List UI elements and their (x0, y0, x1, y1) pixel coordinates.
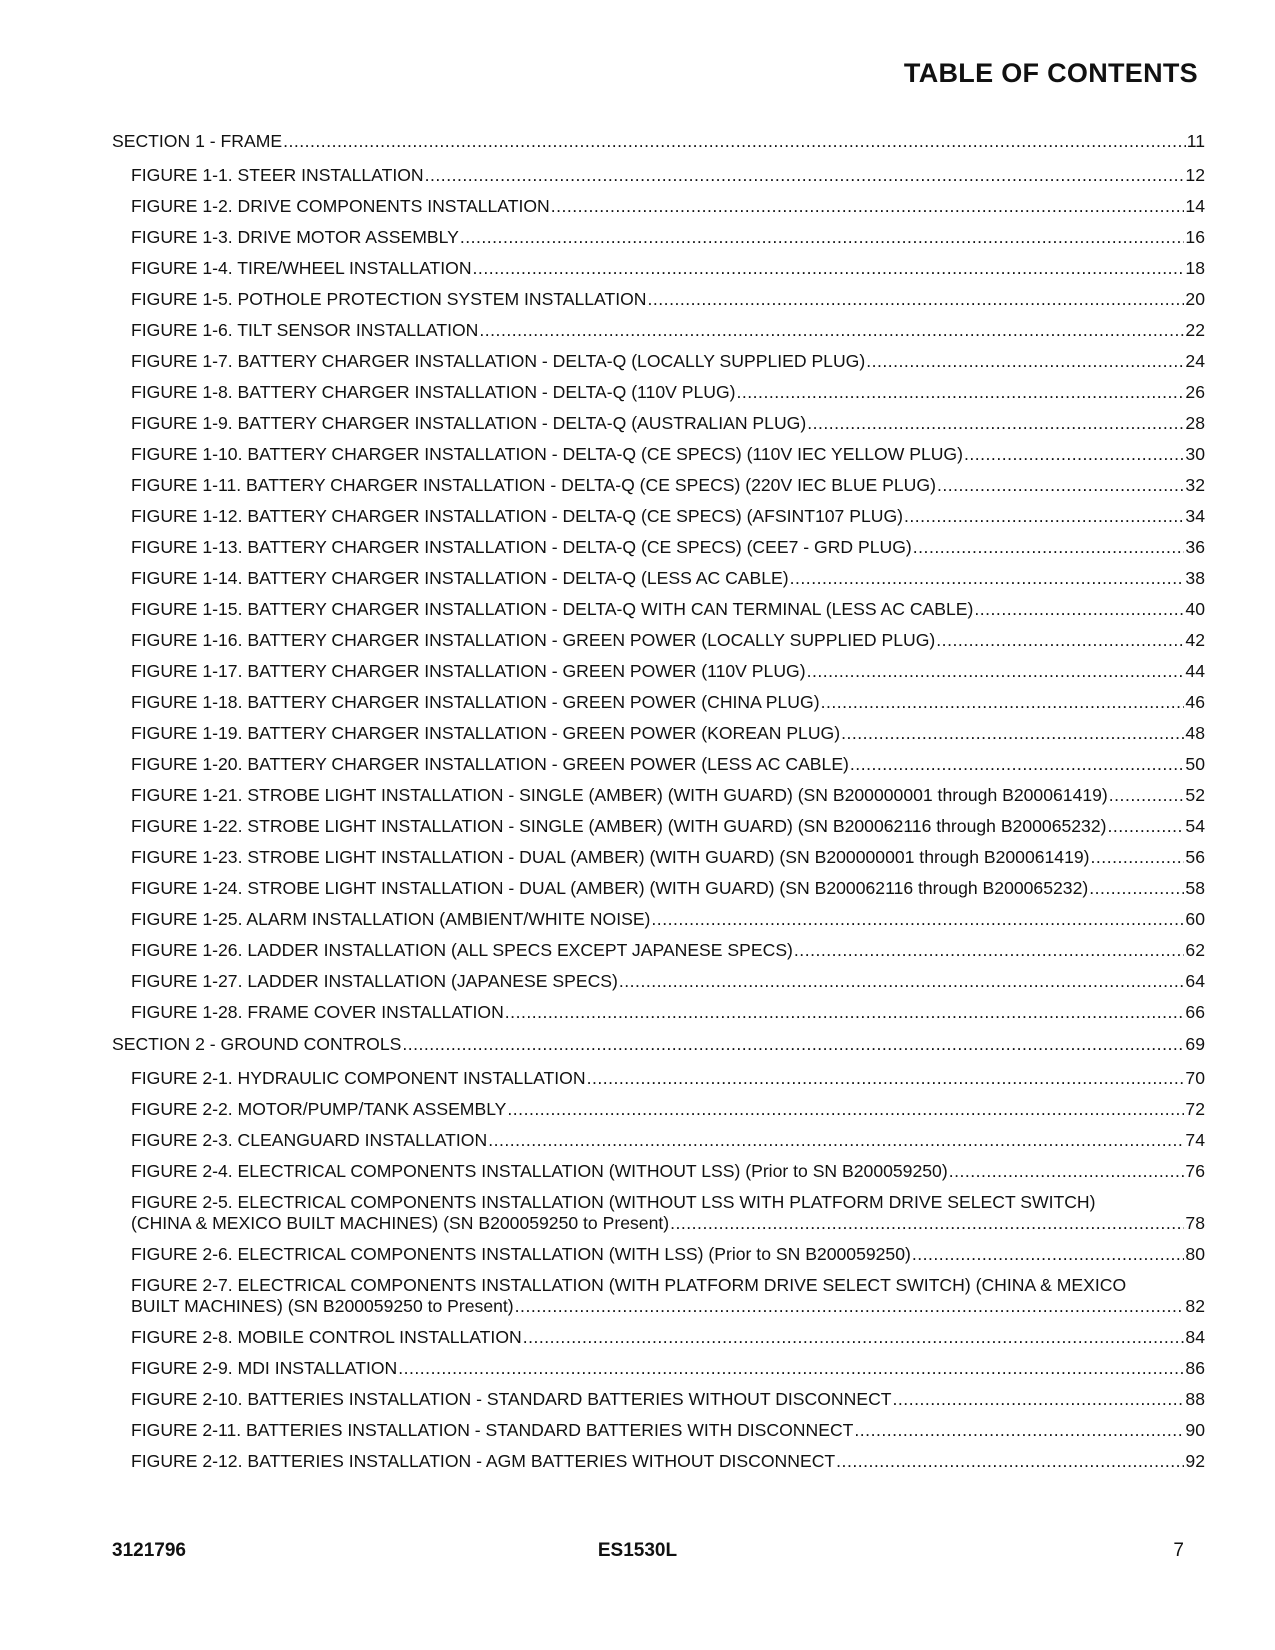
toc-entry-title: FIGURE 1-4. TIRE/WHEEL INSTALLATION (131, 258, 472, 278)
toc-entry-page: 69 (1185, 1034, 1205, 1054)
toc-entry-page: 64 (1185, 971, 1205, 991)
toc-entry-page: 52 (1185, 785, 1205, 805)
toc-entry-title: FIGURE 2-4. ELECTRICAL COMPONENTS INSTALLATION (WITHOUT LSS) (Prior to SN B200059250) (131, 1161, 948, 1181)
toc-entry-page: 24 (1185, 351, 1205, 371)
dot-leader (1089, 878, 1184, 899)
toc-figure-entry[interactable] (112, 165, 1205, 186)
toc-figure-entry[interactable] (112, 1068, 1205, 1089)
dot-leader (866, 351, 1184, 372)
toc-figure-entry[interactable] (112, 537, 1205, 558)
toc-entry-page: 80 (1185, 1244, 1205, 1264)
dot-leader (913, 537, 1185, 558)
dot-leader (737, 382, 1185, 403)
toc-figure-entry[interactable] (112, 1420, 1205, 1441)
dot-leader (505, 1002, 1185, 1023)
toc-figure-entry[interactable] (112, 1389, 1205, 1410)
toc-entry-page: 60 (1185, 909, 1205, 929)
toc-entry-page: 90 (1185, 1420, 1205, 1440)
toc-entry-page: 28 (1185, 413, 1205, 433)
toc-figure-entry[interactable] (112, 599, 1205, 620)
toc-figure-entry[interactable] (112, 754, 1205, 775)
toc-entry-page: 20 (1185, 289, 1205, 309)
dot-leader (937, 475, 1184, 496)
toc-entry-page: 58 (1185, 878, 1205, 898)
toc-entry-title: SECTION 1 - FRAME (112, 131, 283, 151)
toc-figure-entry[interactable] (112, 289, 1205, 310)
dot-leader (551, 196, 1185, 217)
toc-entry-page: 48 (1185, 723, 1205, 743)
toc-section-entry[interactable] (112, 131, 1205, 152)
toc-entry-page: 76 (1185, 1161, 1205, 1181)
dot-leader (648, 289, 1185, 310)
dot-leader (794, 940, 1185, 961)
toc-entry-title: FIGURE 1-2. DRIVE COMPONENTS INSTALLATION (131, 196, 550, 216)
dot-leader (619, 971, 1185, 992)
toc-entry-page: 32 (1185, 475, 1205, 495)
toc-entry-page: 34 (1185, 506, 1205, 526)
toc-figure-entry[interactable] (112, 878, 1205, 899)
toc-figure-entry[interactable] (112, 1358, 1205, 1379)
dot-leader (473, 258, 1185, 279)
toc-figure-entry[interactable] (112, 320, 1205, 341)
toc-entry-page: 72 (1185, 1099, 1205, 1119)
toc-entry-page: 50 (1185, 754, 1205, 774)
toc-entry-title: FIGURE 1-16. BATTERY CHARGER INSTALLATION - GREEN POWER (LOCALLY SUPPLIED PLUG) (131, 630, 936, 650)
dot-leader (507, 1099, 1184, 1120)
toc-figure-entry[interactable] (112, 444, 1205, 465)
toc-entry-title: FIGURE 1-21. STROBE LIGHT INSTALLATION - SINGLE (AMBER) (WITH GUARD) (SN B200000001 through B200061419) (131, 785, 1108, 805)
toc-section-entry[interactable] (112, 1034, 1205, 1055)
footer-doc-number: 3121796 (112, 1540, 186, 1561)
toc-entry-title: FIGURE 1-17. BATTERY CHARGER INSTALLATION - GREEN POWER (110V PLUG) (131, 661, 806, 681)
toc-figure-entry[interactable] (112, 1275, 1205, 1317)
toc-figure-entry[interactable] (112, 1130, 1205, 1151)
toc-entry-title: FIGURE 2-11. BATTERIES INSTALLATION - STANDARD BATTERIES WITH DISCONNECT (131, 1420, 854, 1440)
toc-figure-entry[interactable] (112, 258, 1205, 279)
toc-entry-title: FIGURE 1-25. ALARM INSTALLATION (AMBIENT/WHITE NOISE) (131, 909, 651, 929)
toc-entry-title: FIGURE 1-10. BATTERY CHARGER INSTALLATION - DELTA-Q (CE SPECS) (110V IEC YELLOW PLUG) (131, 444, 963, 464)
toc-figure-entry[interactable] (112, 1192, 1205, 1234)
toc-entry-title-line1: FIGURE 2-5. ELECTRICAL COMPONENTS INSTALLATION (WITHOUT LSS WITH PLATFORM DRIVE SELECT SWITCH) (131, 1192, 1096, 1212)
dot-leader (398, 1358, 1184, 1379)
dot-leader (790, 568, 1185, 589)
toc-figure-entry[interactable] (112, 940, 1205, 961)
dot-leader (651, 909, 1184, 930)
dot-leader (936, 630, 1184, 651)
toc-entry-title: FIGURE 1-26. LADDER INSTALLATION (ALL SPECS EXCEPT JAPANESE SPECS) (131, 940, 793, 960)
toc-figure-entry[interactable] (112, 506, 1205, 527)
dot-leader (904, 506, 1184, 527)
toc-entry-title: FIGURE 1-9. BATTERY CHARGER INSTALLATION - DELTA-Q (AUSTRALIAN PLUG) (131, 413, 807, 433)
toc-figure-entry[interactable] (112, 971, 1205, 992)
toc-figure-entry[interactable] (112, 1002, 1205, 1023)
toc-entry-title: FIGURE 1-15. BATTERY CHARGER INSTALLATION - DELTA-Q WITH CAN TERMINAL (LESS AC CABLE) (131, 599, 974, 619)
toc-entry-title: FIGURE 2-3. CLEANGUARD INSTALLATION (131, 1130, 488, 1150)
toc-entry-page: 78 (1185, 1213, 1205, 1233)
toc-entry-page: 56 (1185, 847, 1205, 867)
toc-entry-page: 38 (1185, 568, 1205, 588)
toc-figure-entry[interactable] (112, 692, 1205, 713)
toc-entry-title: FIGURE 2-9. MDI INSTALLATION (131, 1358, 398, 1378)
toc-entry-title: FIGURE 1-5. POTHOLE PROTECTION SYSTEM INSTALLATION (131, 289, 647, 309)
toc-figure-entry[interactable] (112, 847, 1205, 868)
toc-entry-title: FIGURE 2-2. MOTOR/PUMP/TANK ASSEMBLY (131, 1099, 507, 1119)
toc-figure-entry[interactable] (112, 227, 1205, 248)
toc-entry-page: 18 (1185, 258, 1205, 278)
toc-entry-page: 74 (1185, 1130, 1205, 1150)
toc-entry-title: FIGURE 1-6. TILT SENSOR INSTALLATION (131, 320, 479, 340)
dot-leader (670, 1213, 1184, 1234)
toc-entry-title: (CHINA & MEXICO BUILT MACHINES) (SN B200059250 to Present) (131, 1213, 670, 1233)
toc-entry-title: FIGURE 1-27. LADDER INSTALLATION (JAPANESE SPECS) (131, 971, 618, 991)
dot-leader (821, 692, 1185, 713)
toc-entry-page: 54 (1185, 816, 1205, 836)
toc-entry-title: FIGURE 1-18. BATTERY CHARGER INSTALLATION - GREEN POWER (CHINA PLUG) (131, 692, 820, 712)
dot-leader (807, 661, 1185, 682)
toc-entry-page: 86 (1185, 1358, 1205, 1378)
toc-entry-title: FIGURE 1-22. STROBE LIGHT INSTALLATION - SINGLE (AMBER) (WITH GUARD) (SN B200062116 through B200065232) (131, 816, 1107, 836)
toc-entry-title: FIGURE 1-7. BATTERY CHARGER INSTALLATION - DELTA-Q (LOCALLY SUPPLIED PLUG) (131, 351, 866, 371)
toc-entry-title: FIGURE 2-1. HYDRAULIC COMPONENT INSTALLATION (131, 1068, 586, 1088)
dot-leader (1091, 847, 1185, 868)
toc-entry-page: 88 (1185, 1389, 1205, 1409)
dot-leader (974, 599, 1184, 620)
dot-leader (841, 723, 1184, 744)
toc-entry-title: FIGURE 1-11. BATTERY CHARGER INSTALLATION - DELTA-Q (CE SPECS) (220V IEC BLUE PLUG) (131, 475, 936, 495)
toc-figure-entry[interactable] (112, 196, 1205, 217)
footer-model: ES1530L (597, 1540, 678, 1561)
dot-leader (807, 413, 1184, 434)
dot-leader (964, 444, 1184, 465)
toc-entry-page: 26 (1185, 382, 1205, 402)
toc-entry-page: 42 (1185, 630, 1205, 650)
toc-figure-entry[interactable] (112, 630, 1205, 651)
dot-leader (479, 320, 1184, 341)
toc-figure-entry[interactable] (112, 1327, 1205, 1348)
dot-leader (1109, 785, 1185, 806)
toc-entry-title: FIGURE 1-19. BATTERY CHARGER INSTALLATION - GREEN POWER (KOREAN PLUG) (131, 723, 841, 743)
dot-leader (1107, 816, 1184, 837)
toc-figure-entry[interactable] (112, 661, 1205, 682)
dot-leader (587, 1068, 1185, 1089)
toc-figure-entry[interactable] (112, 723, 1205, 744)
toc-entry-title: FIGURE 1-12. BATTERY CHARGER INSTALLATION - DELTA-Q (CE SPECS) (AFSINT107 PLUG) (131, 506, 903, 526)
toc-entry-page: 36 (1185, 537, 1205, 557)
toc-figure-entry[interactable] (112, 1161, 1205, 1182)
toc-entry-page: 40 (1185, 599, 1205, 619)
dot-leader (425, 165, 1185, 186)
dot-leader (488, 1130, 1184, 1151)
toc-entry-title: FIGURE 2-10. BATTERIES INSTALLATION - STANDARD BATTERIES WITHOUT DISCONNECT (131, 1389, 892, 1409)
toc-figure-entry[interactable] (112, 351, 1205, 372)
dot-leader (854, 1420, 1184, 1441)
toc-entry-title: SECTION 2 - GROUND CONTROLS (112, 1034, 402, 1054)
toc-figure-entry[interactable] (112, 382, 1205, 403)
toc-entry-title-line1: FIGURE 2-7. ELECTRICAL COMPONENTS INSTALLATION (WITH PLATFORM DRIVE SELECT SWITCH) (CHINA & MEXICO (131, 1275, 1127, 1295)
toc-figure-entry[interactable] (112, 785, 1205, 806)
toc-entry-title: FIGURE 1-24. STROBE LIGHT INSTALLATION - DUAL (AMBER) (WITH GUARD) (SN B200062116 through B200065232) (131, 878, 1089, 898)
toc-figure-entry[interactable] (112, 475, 1205, 496)
toc-figure-entry[interactable] (112, 568, 1205, 589)
toc-entry-page: 70 (1185, 1068, 1205, 1088)
toc-entry-page: 92 (1185, 1451, 1205, 1471)
toc-figure-entry[interactable] (112, 413, 1205, 434)
toc-figure-entry[interactable] (112, 1451, 1205, 1472)
toc-entry-page: 16 (1185, 227, 1205, 247)
toc-entry-page: 44 (1185, 661, 1205, 681)
toc-entry-page: 22 (1185, 320, 1205, 340)
toc-figure-entry[interactable] (112, 816, 1205, 837)
dot-leader (850, 754, 1185, 775)
dot-leader (893, 1389, 1185, 1410)
toc-entry-page: 30 (1185, 444, 1205, 464)
dot-leader (402, 1034, 1184, 1055)
dot-leader (523, 1327, 1185, 1348)
toc-entry-page: 11 (1186, 131, 1205, 151)
toc-entry-page: 46 (1185, 692, 1205, 712)
dot-leader (912, 1244, 1185, 1265)
toc-entry-title: FIGURE 2-12. BATTERIES INSTALLATION - AGM BATTERIES WITHOUT DISCONNECT (131, 1451, 836, 1471)
toc-entry-title: FIGURE 1-20. BATTERY CHARGER INSTALLATION - GREEN POWER (LESS AC CABLE) (131, 754, 849, 774)
toc-entry-title: FIGURE 2-8. MOBILE CONTROL INSTALLATION (131, 1327, 522, 1347)
toc-entry-title: FIGURE 1-1. STEER INSTALLATION (131, 165, 424, 185)
toc-entry-page: 14 (1185, 196, 1205, 216)
dot-leader (515, 1296, 1185, 1317)
toc-figure-entry[interactable] (112, 1099, 1205, 1120)
dot-leader (460, 227, 1185, 248)
toc-figure-entry[interactable] (112, 909, 1205, 930)
toc-entry-title: FIGURE 1-23. STROBE LIGHT INSTALLATION - DUAL (AMBER) (WITH GUARD) (SN B200000001 through B200061419) (131, 847, 1090, 867)
toc-entry-page: 82 (1185, 1296, 1205, 1316)
table-of-contents (112, 131, 1205, 1482)
toc-entry-page: 12 (1185, 165, 1205, 185)
toc-entry-page: 62 (1185, 940, 1205, 960)
toc-entry-title: FIGURE 1-14. BATTERY CHARGER INSTALLATION - DELTA-Q (LESS AC CABLE) (131, 568, 789, 588)
footer-page-number: 7 (1173, 1540, 1184, 1561)
toc-entry-title: FIGURE 1-28. FRAME COVER INSTALLATION (131, 1002, 504, 1022)
dot-leader (949, 1161, 1185, 1182)
toc-entry-title: FIGURE 1-3. DRIVE MOTOR ASSEMBLY (131, 227, 459, 247)
toc-entry-title: FIGURE 2-6. ELECTRICAL COMPONENTS INSTALLATION (WITH LSS) (Prior to SN B200059250) (131, 1244, 911, 1264)
page-title: TABLE OF CONTENTS (903, 58, 1198, 88)
dot-leader (283, 131, 1186, 152)
toc-figure-entry[interactable] (112, 1244, 1205, 1265)
dot-leader (836, 1451, 1184, 1472)
toc-entry-title: BUILT MACHINES) (SN B200059250 to Present) (131, 1296, 514, 1316)
toc-entry-title: FIGURE 1-8. BATTERY CHARGER INSTALLATION - DELTA-Q (110V PLUG) (131, 382, 736, 402)
toc-entry-page: 84 (1185, 1327, 1205, 1347)
toc-entry-page: 66 (1185, 1002, 1205, 1022)
toc-entry-title: FIGURE 1-13. BATTERY CHARGER INSTALLATION - DELTA-Q (CE SPECS) (CEE7 - GRD PLUG) (131, 537, 912, 557)
